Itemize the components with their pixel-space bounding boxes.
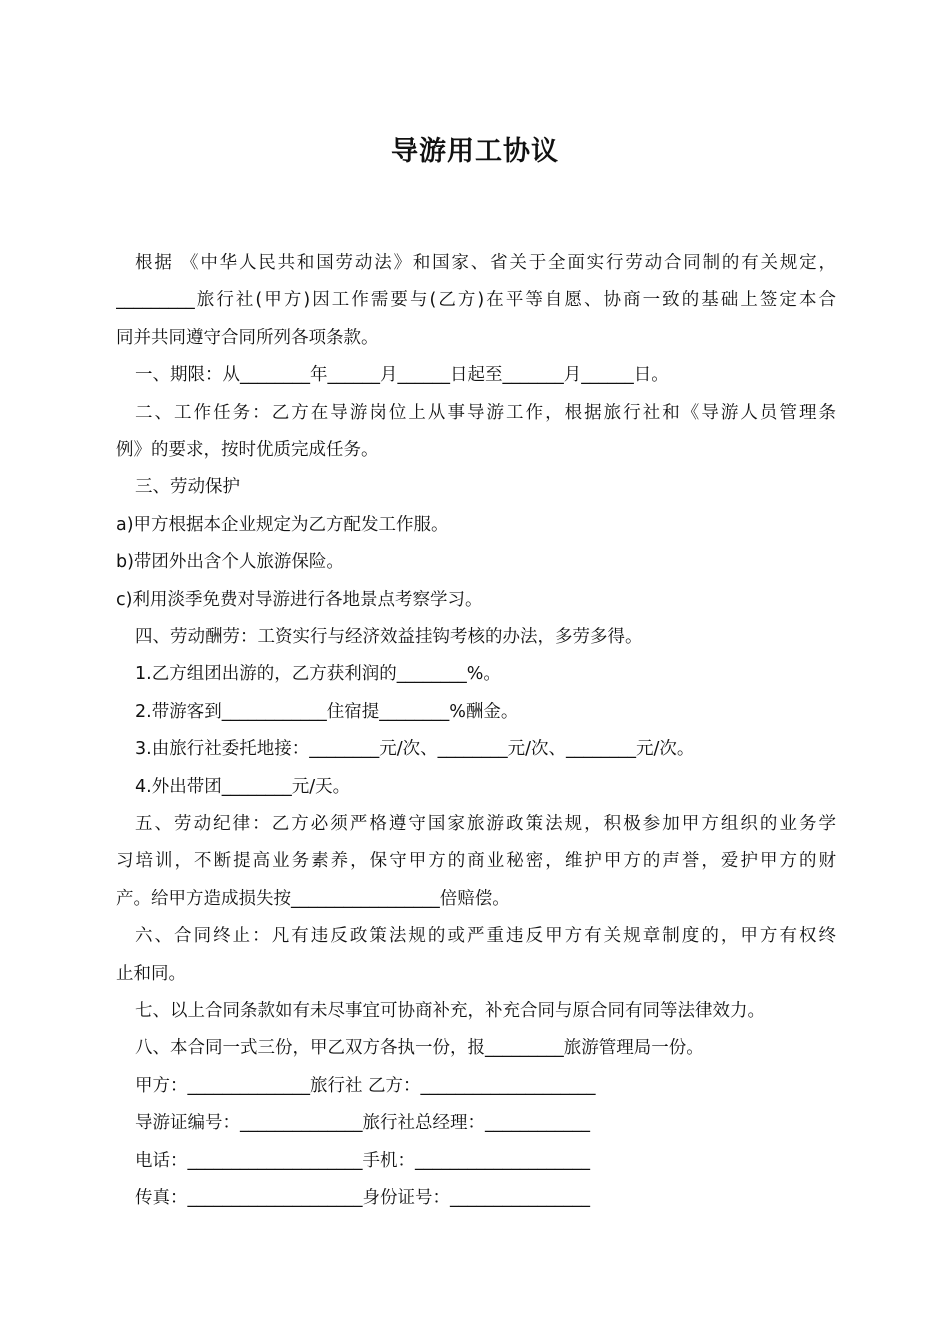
document-title: 导游用工协议 <box>391 136 559 167</box>
paragraph-line: 八、本合同一式三份，甲乙双方各执一份，报_________旅游管理局一份。 <box>135 1038 704 1059</box>
paragraph-line: _________旅行社(甲方)因工作需要与(乙方)在平等自愿、协商一致的基础上签定本合 <box>116 290 836 311</box>
list-item: 4.外出带团________元/天。 <box>135 776 351 797</box>
list-item: 1.乙方组团出游的，乙方获利润的________%。 <box>135 664 501 685</box>
list-item: 2.带游客到____________住宿提________%酬金。 <box>135 701 519 722</box>
section-heading: 三、劳动保护 <box>135 477 240 498</box>
list-item: b)带团外出含个人旅游保险。 <box>116 552 344 573</box>
document-body <box>116 245 836 1217</box>
list-item: a)甲方根据本企业规定为乙方配发工作服。 <box>116 514 449 535</box>
signature-line: 甲方：______________旅行社 乙方：____________________ <box>135 1075 596 1096</box>
paragraph-line: 同并共同遵守合同所列各项条款。 <box>116 327 379 348</box>
paragraph-line: 五、劳动纪律：乙方必须严格遵守国家旅游政策法规，积极参加甲方组织的业务学 <box>135 814 836 835</box>
signature-line: 导游证编号：______________旅行社总经理：____________ <box>135 1113 590 1134</box>
list-item: c)利用淡季免费对导游进行各地景点考察学习。 <box>116 589 483 610</box>
paragraph-line: 七、以上合同条款如有未尽事宜可协商补充，补充合同与原合同有同等法律效力。 <box>135 1001 765 1022</box>
paragraph-line: 根据 《中华人民共和国劳动法》和国家、省关于全面实行劳动合同制的有关规定， <box>135 253 836 273</box>
paragraph-line: 习培训，不断提高业务素养，保守甲方的商业秘密，维护甲方的声誉，爱护甲方的财 <box>116 851 836 872</box>
paragraph-line: 产。给甲方造成损失按_________________倍赔偿。 <box>116 888 510 909</box>
paragraph-line: 例》的要求，按时优质完成任务。 <box>116 439 379 460</box>
signature-line: 电话：____________________手机：____________________ <box>135 1150 590 1171</box>
paragraph-line: 四、劳动酬劳：工资实行与经济效益挂钩考核的办法，多劳多得。 <box>135 627 643 648</box>
list-item: 3.由旅行社委托地接：________元/次、________元/次、________元/次。 <box>135 739 695 760</box>
paragraph-line: 止和同。 <box>116 963 186 984</box>
paragraph-line: 二、工作任务：乙方在导游岗位上从事导游工作，根据旅行社和《导游人员管理条 <box>135 402 836 423</box>
paragraph-line: 六、合同终止：凡有违反政策法规的或严重违反甲方有关规章制度的，甲方有权终 <box>135 926 836 947</box>
signature-line: 传真：____________________身份证号：________________ <box>135 1188 590 1209</box>
term-line: 一、期限：从________年______月______日起至_______月______日。 <box>135 365 669 386</box>
